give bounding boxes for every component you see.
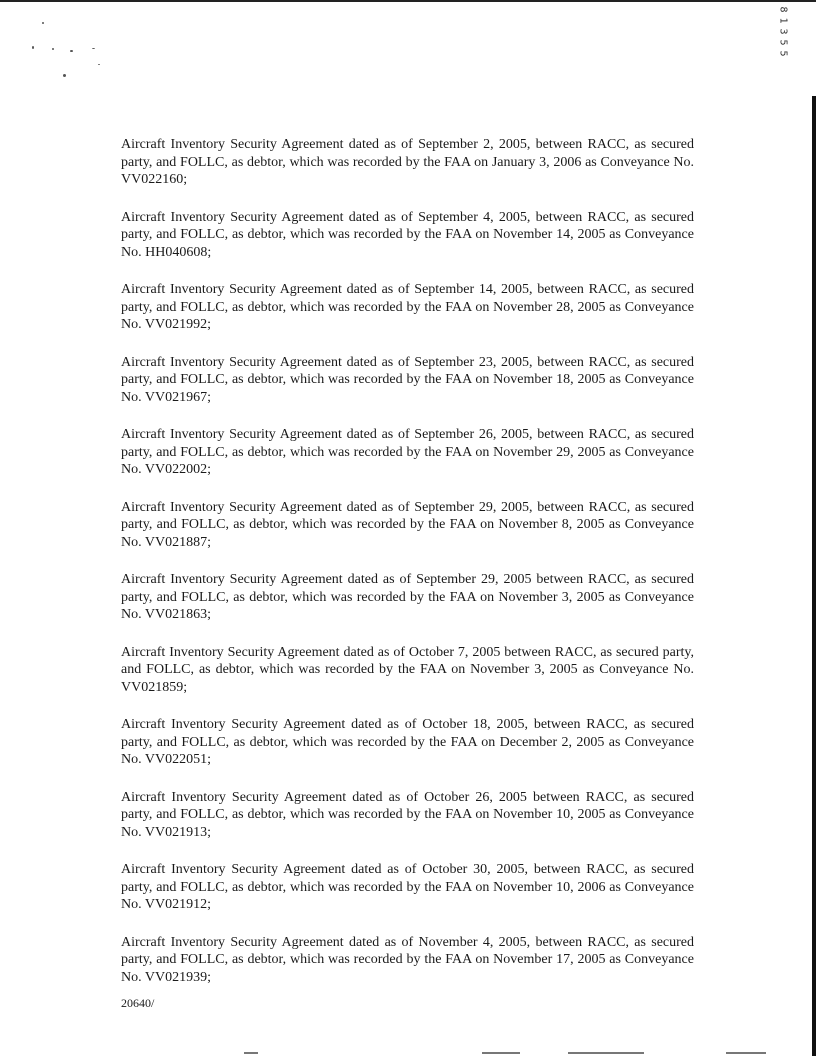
corner-stamp-digit: 3: [777, 28, 789, 35]
agreement-entry: Aircraft Inventory Security Agreement dated as of November 4, 2005, between RACC, as secured party, and FOLLC, as debtor, which was recorded by the FAA on November 17, 2005 as Conveyance No. VV021939;: [121, 934, 694, 985]
corner-stamp: [772, 4, 794, 59]
corner-stamp-digit: 1: [777, 17, 789, 24]
agreement-entry: Aircraft Inventory Security Agreement dated as of October 30, 2005, between RACC, as secured party, and FOLLC, as debtor, which was recorded by the FAA on November 10, 2006 as Conveyance No. VV021912;: [121, 862, 694, 912]
scan-specks: [30, 18, 120, 78]
scan-speck: [32, 46, 34, 49]
scan-speck: [92, 48, 95, 49]
corner-stamp-digit: 8: [777, 6, 789, 13]
scan-speck: [42, 22, 44, 24]
agreement-entry: Aircraft Inventory Security Agreement dated as of September 4, 2005, between RACC, as secured party, and FOLLC, as debtor, which was recorded by the FAA on November 14, 2005 as Conveyance No. HH040608;: [121, 209, 694, 260]
agreement-entry: Aircraft Inventory Security Agreement dated as of September 29, 2005, between RACC, as secured party, and FOLLC, as debtor, which was recorded by the FAA on November 8, 2005 as Conveyance No. VV021887;: [121, 499, 694, 550]
agreement-entry: Aircraft Inventory Security Agreement dated as of September 14, 2005, between RACC, as secured party, and FOLLC, as debtor, which was recorded by the FAA on November 28, 2005 as Conveyance No. VV021992;: [121, 282, 694, 332]
bottom-scan-mark: [482, 1052, 520, 1054]
agreement-entry: Aircraft Inventory Security Agreement dated as of September 2, 2005, between RACC, as secured party, and FOLLC, as debtor, which was recorded by the FAA on January 3, 2006 as Conveyance No. VV022160;: [121, 137, 694, 187]
agreement-entry: Aircraft Inventory Security Agreement dated as of October 18, 2005, between RACC, as secured party, and FOLLC, as debtor, which was recorded by the FAA on December 2, 2005 as Conveyance No. VV022051;: [121, 717, 694, 767]
scan-speck: [70, 50, 73, 52]
agreement-entry: Aircraft Inventory Security Agreement dated as of September 29, 2005 between RACC, as secured party, and FOLLC, as debtor, which was recorded by the FAA on November 3, 2005 as Conveyance No. VV021863;: [121, 572, 694, 622]
right-scan-edge: [812, 96, 816, 1056]
document-footer-id: 20640/: [121, 996, 155, 1010]
agreement-entry: Aircraft Inventory Security Agreement dated as of September 26, 2005, between RACC, as secured party, and FOLLC, as debtor, which was recorded by the FAA on November 29, 2005 as Conveyance No. VV022002;: [121, 427, 694, 477]
bottom-scan-mark: [244, 1052, 258, 1054]
agreement-entry: Aircraft Inventory Security Agreement dated as of October 7, 2005 between RACC, as secured party, and FOLLC, as debtor, which was recorded by the FAA on November 3, 2005 as Conveyance No. VV021859;: [121, 644, 694, 695]
bottom-scan-mark: [568, 1052, 644, 1054]
top-scan-edge: [0, 0, 816, 2]
corner-stamp-digit: 5: [777, 39, 789, 46]
agreement-entry: Aircraft Inventory Security Agreement dated as of September 23, 2005, between RACC, as secured party, and FOLLC, as debtor, which was recorded by the FAA on November 18, 2005 as Conveyance No. VV021967;: [121, 354, 694, 405]
agreement-entry: Aircraft Inventory Security Agreement dated as of October 26, 2005 between RACC, as secured party, and FOLLC, as debtor, which was recorded by the FAA on November 10, 2005 as Conveyance No. VV021913;: [121, 789, 694, 840]
scan-speck: [63, 74, 66, 77]
corner-stamp-digit: 5: [777, 50, 789, 57]
bottom-scan-mark: [726, 1052, 766, 1054]
agreement-list: [121, 136, 694, 1011]
scan-speck: [98, 64, 100, 65]
scan-speck: [52, 48, 54, 50]
